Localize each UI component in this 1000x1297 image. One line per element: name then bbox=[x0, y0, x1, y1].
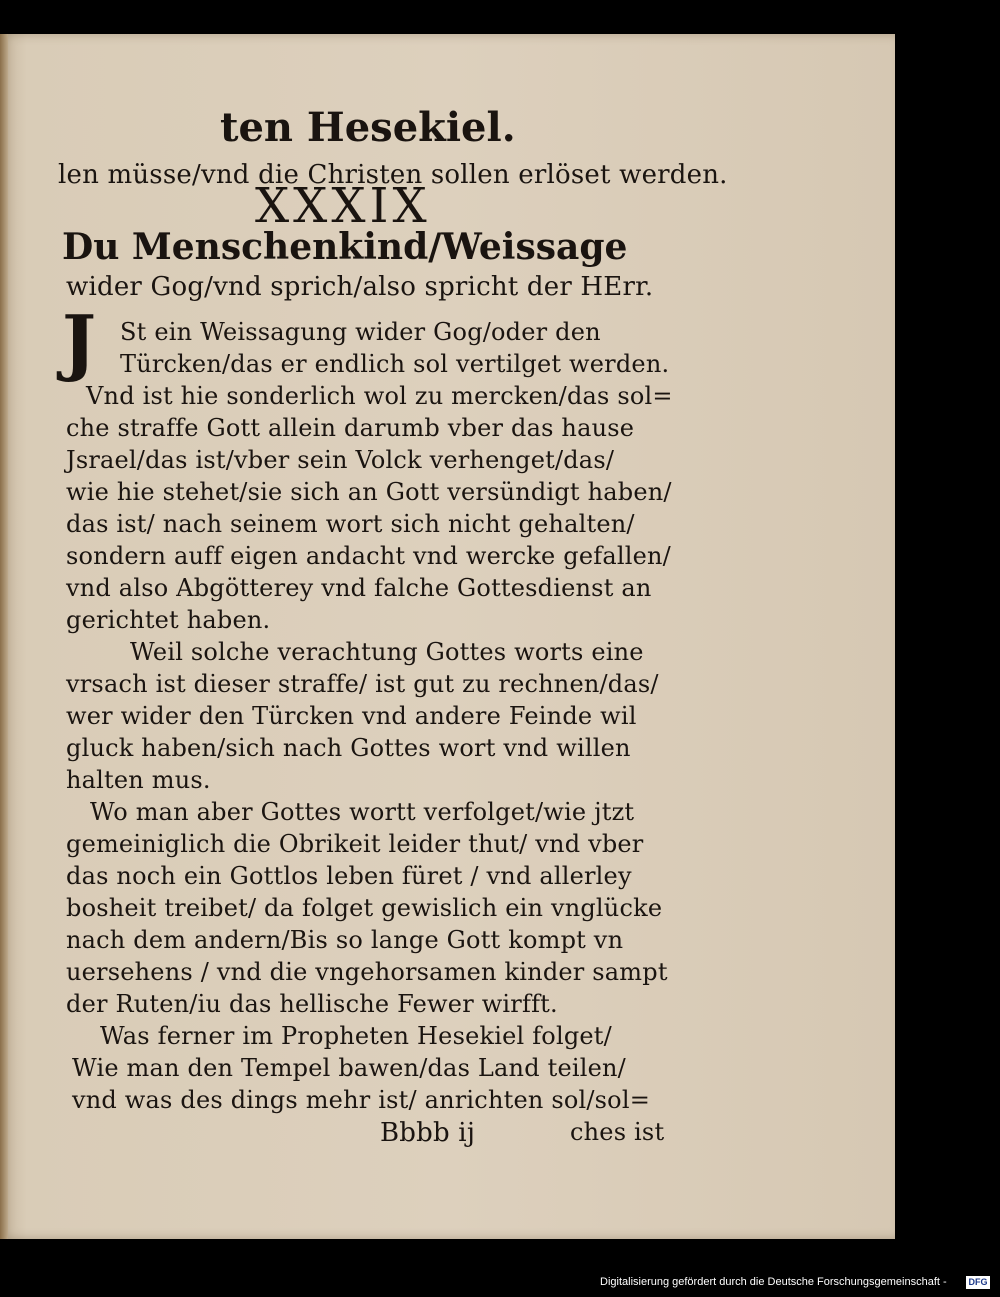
text-line: uersehens / vnd die vngehorsamen kinder sampt bbox=[66, 958, 668, 986]
text-line: Wo man aber Gottes wortt verfolget/wie jtzt bbox=[90, 798, 635, 826]
running-head: ten Hesekiel. bbox=[220, 104, 516, 151]
text-line: vnd also Abgötterey vnd falche Gottesdienst an bbox=[66, 574, 652, 602]
text-line: wie hie stehet/sie sich an Gott versündigt haben/ bbox=[66, 478, 672, 506]
text-line: gluck haben/sich nach Gottes wort vnd willen bbox=[66, 734, 631, 762]
text-line: Was ferner im Propheten Hesekiel folget/ bbox=[100, 1022, 612, 1050]
text-line: sondern auff eigen andacht vnd wercke gefallen/ bbox=[66, 542, 671, 570]
chapter-number: XXXIX bbox=[255, 178, 431, 234]
text-line: das noch ein Gottlos leben füret / vnd allerley bbox=[66, 862, 632, 890]
dfg-logo: DFG bbox=[966, 1276, 990, 1289]
text-line: halten mus. bbox=[66, 766, 211, 794]
text-line: Vnd ist hie sonderlich wol zu mercken/das sol= bbox=[86, 382, 673, 410]
text-line: vnd was des dings mehr ist/ anrichten sol/sol= bbox=[72, 1086, 651, 1114]
text-line: Wie man den Tempel bawen/das Land teilen/ bbox=[72, 1054, 626, 1082]
text-line: Jsrael/das ist/vber sein Volck verhenget/das/ bbox=[66, 446, 615, 474]
text-line: wider Gog/vnd sprich/also spricht der HErr. bbox=[66, 272, 654, 302]
catchword: ches ist bbox=[570, 1118, 665, 1146]
text-line: bosheit treibet/ da folget gewislich ein vnglücke bbox=[66, 894, 663, 922]
text-line: che straffe Gott allein darumb vber das hause bbox=[66, 414, 635, 442]
text-line: der Ruten/iu das hellische Fewer wirfft. bbox=[66, 990, 558, 1018]
text-line: wer wider den Türcken vnd andere Feinde wil bbox=[66, 702, 637, 730]
text-line: gemeiniglich die Obrikeit leider thut/ vnd vber bbox=[66, 830, 644, 858]
text-line: Weil solche verachtung Gottes worts eine bbox=[130, 638, 644, 666]
text-line: das ist/ nach seinem wort sich nicht gehalten/ bbox=[66, 510, 635, 538]
text-line: nach dem andern/Bis so lange Gott kompt vn bbox=[66, 926, 624, 954]
text-line: len müsse/vnd die Christen sollen erlöset werden. bbox=[58, 160, 728, 190]
digitization-credit: Digitalisierung gefördert durch die Deutsche Forschungsgemeinschaft - bbox=[600, 1276, 947, 1288]
text-line: Türcken/das er endlich sol vertilget werden. bbox=[120, 350, 670, 378]
text-line: vrsach ist dieser straffe/ ist gut zu rechnen/das/ bbox=[66, 670, 659, 698]
chapter-heading: Du Menschenkind/Weissage bbox=[62, 226, 628, 268]
text-line: St ein Weissagung wider Gog/oder den bbox=[120, 318, 601, 346]
drop-capital: J bbox=[62, 299, 97, 384]
page-binding-edge bbox=[0, 34, 8, 1239]
text-line: gerichtet haben. bbox=[66, 606, 271, 634]
signature-mark: Bbbb ij bbox=[380, 1118, 476, 1148]
